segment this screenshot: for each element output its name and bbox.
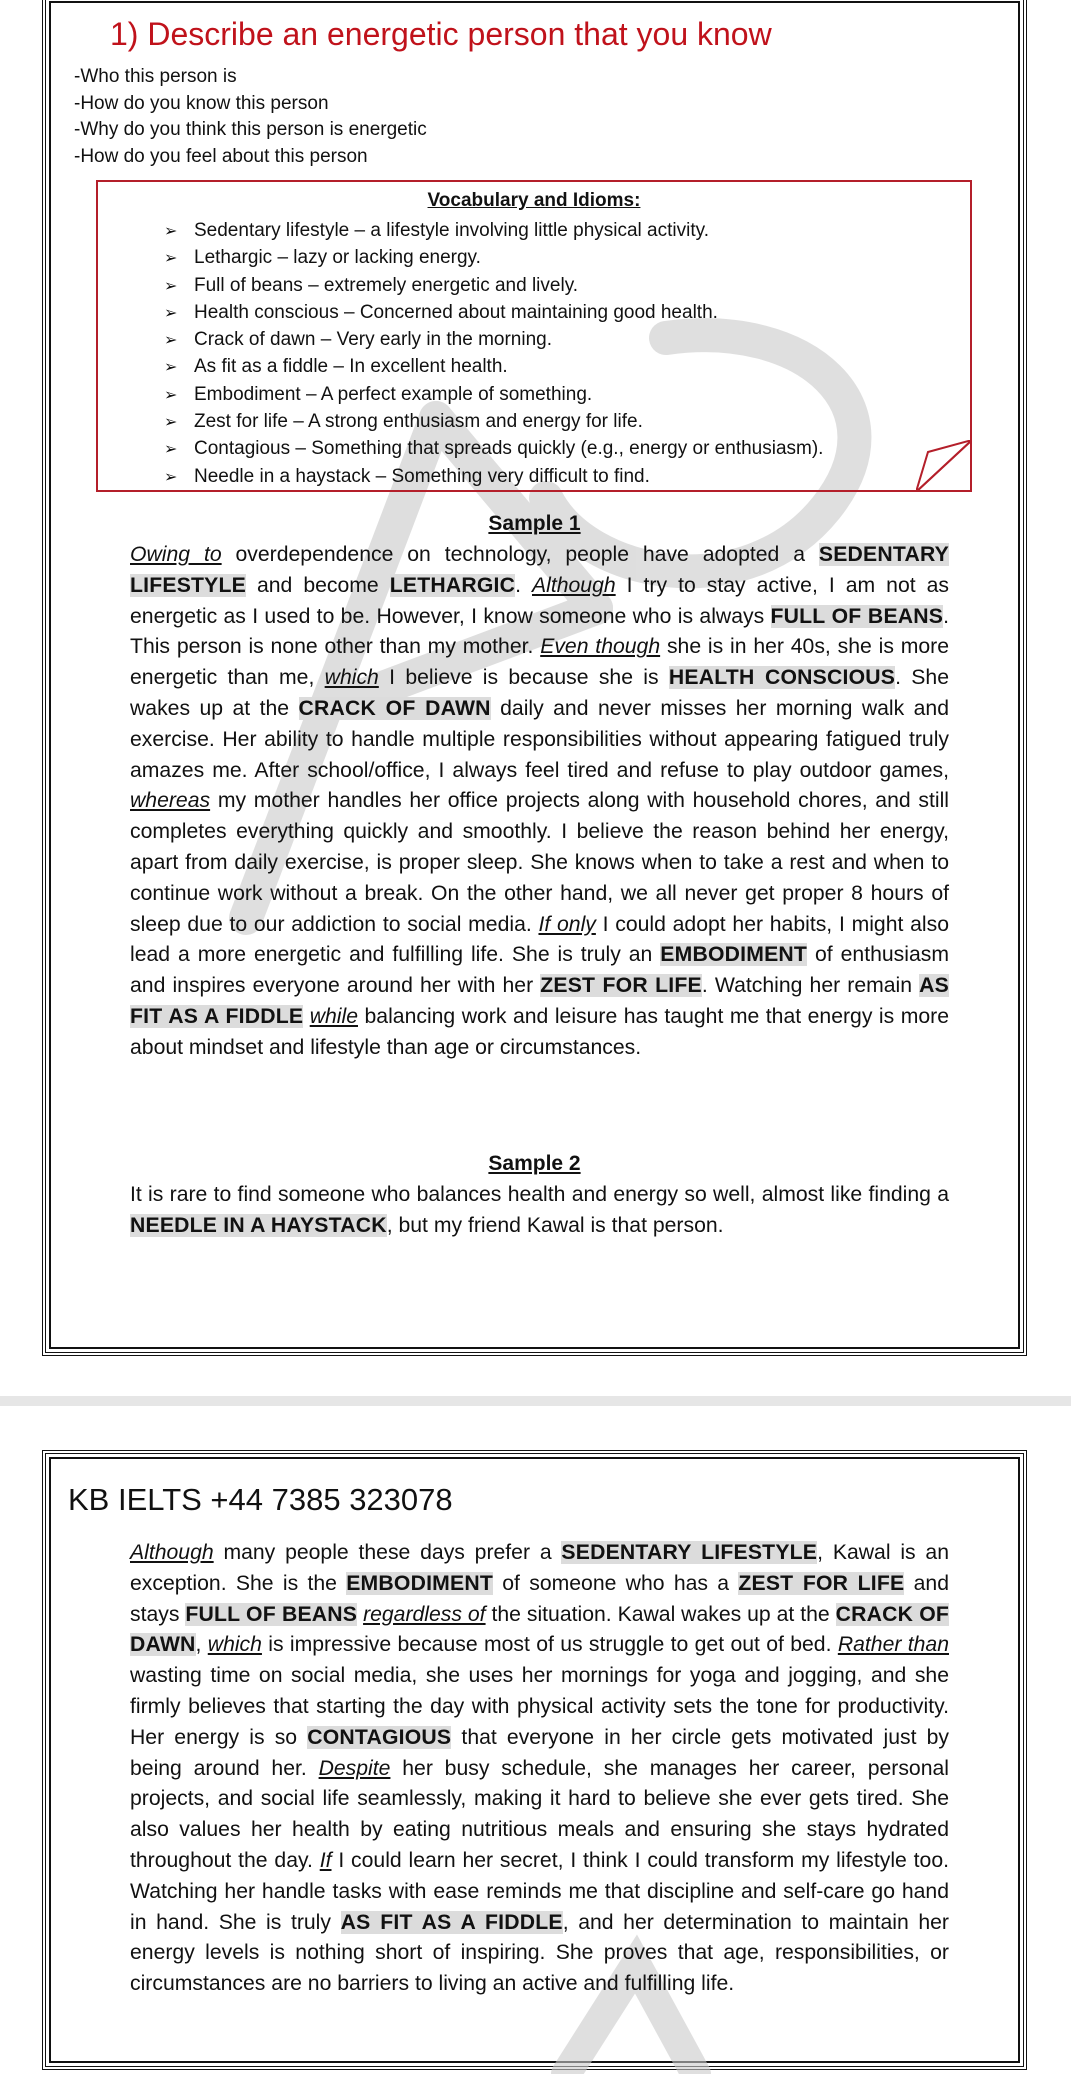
arrow-bullet-icon: ➢: [164, 250, 178, 268]
arrow-bullet-icon: ➢: [164, 359, 178, 377]
vocab-item: ➢ Embodiment – A perfect example of something.: [164, 382, 823, 409]
sample-2-paragraph: It is rare to find someone who balances health and energy so well, almost like finding a NEEDLE IN A HAYSTACK, but my friend Kawal is that person.: [130, 1183, 949, 1237]
page-fold-icon: [916, 440, 972, 492]
page-separator: [0, 1396, 1071, 1406]
vocab-item: ➢ Sedentary lifestyle – a lifestyle involving little physical activity.: [164, 218, 823, 245]
vocabulary-list: [164, 218, 823, 491]
prompt-item: -Why do you think this person is energetic: [74, 119, 427, 140]
vocab-item: ➢ Needle in a haystack – Something very difficult to find.: [164, 464, 823, 491]
prompt-item: -How do you know this person: [74, 92, 329, 114]
prompt-item: -How do you feel about this person: [74, 145, 368, 167]
sample-1-paragraph: Owing to overdependence on technology, people have adopted a SEDENTARY LIFESTYLE and become LETHARGIC. Although I try to stay active, I am not as energetic as I used to be. However, I know someone who is always FULL OF BEANS. This person is none other than my mother. Even though she is in her 40s, she is more energetic than me, which I believe is because she is HEALTH CONSCIOUS. She wakes up at the CRACK OF DAWN daily and never misses her morning walk and exercise. Her ability to handle multiple responsibilities without appearing fatigued truly amazes me. After school/office, I always feel tired and refuse to play outdoor games, whereas my mother handles her office projects along with household chores, and still completes everything quickly and smoothly. I believe the reason behind her energy, apart from daily exercise, is proper sleep. She knows when to take a rest and when to continue work without a break. On the other hand, we all never get proper 8 hours of sleep due to our addiction to social media. If only I could adopt her habits, I might also lead a more energetic and fulfilling life. She is truly an EMBODIMENT of enthusiasm and inspires everyone around her with her ZEST FOR LIFE. Watching her remain AS FIT AS A FIDDLE while balancing work and leisure has taught me that energy is more about mindset and lifestyle than age or circumstances.: [130, 543, 950, 1059]
sample-2-continued-paragraph: Although many people these days prefer a SEDENTARY LIFESTYLE, Kawal is an exception. She is the EMBODIMENT of someone who has a ZEST FOR LIFE and stays FULL OF BEANS regardless of the situation. Kawal wakes up at the CRACK OF DAWN, which is impressive because most of us struggle to get out of bed. Rather than wasting time on social media, she uses her mornings for yoga and jogging, and she firmly believes that starting the day with physical activity sets the tone for productivity. Her energy is so CONTAGIOUS that everyone in her circle gets motivated just by being around her. Despite her busy schedule, she manages her career, personal projects, and social life seamlessly, making it hard to believe she ever gets tired. She also values her health by eating nutritious meals and ensuring she stays hydrated throughout the day. If I could learn her secret, I think I could transform my lifestyle too. Watching her handle tasks with ease reminds me that discipline and self-care go hand in hand. She is truly AS FIT AS A FIDDLE, and her determination to maintain her energy levels is nothing short of inspiring. She proves that age, responsibilities, or circumstances are no barriers to living an active and fulfilling life.: [130, 1541, 950, 1996]
document-page-1: [42, 0, 1027, 1356]
arrow-bullet-icon: ➢: [164, 223, 178, 240]
sample-1-title: Sample 1: [488, 512, 581, 535]
contact-header: KB IELTS +44 7385 323078: [68, 1482, 453, 1517]
arrow-bullet-icon: ➢: [164, 414, 178, 432]
question-heading: 1) Describe an energetic person that you know: [110, 16, 772, 52]
vocab-item: ➢ As fit as a fiddle – In excellent health.: [164, 354, 823, 381]
arrow-bullet-icon: ➢: [164, 441, 178, 459]
arrow-bullet-icon: ➢: [164, 468, 178, 486]
vocab-item: ➢ Contagious – Something that spreads quickly (e.g., energy or enthusiasm).: [164, 436, 823, 463]
arrow-bullet-icon: ➢: [164, 277, 178, 295]
vocab-item: ➢ Lethargic – lazy or lacking energy.: [164, 245, 823, 272]
sample-2-title: Sample 2: [488, 1152, 581, 1175]
arrow-bullet-icon: ➢: [164, 304, 178, 322]
vocab-item: ➢ Zest for life – A strong enthusiasm and energy for life.: [164, 409, 823, 436]
document-page-2: [42, 1450, 1027, 2070]
vocabulary-box: [96, 180, 972, 492]
vocab-item: ➢ Crack of dawn – Very early in the morning.: [164, 327, 823, 354]
arrow-bullet-icon: ➢: [164, 332, 178, 350]
prompt-item: -Who this person is: [74, 66, 237, 87]
arrow-bullet-icon: ➢: [164, 386, 178, 404]
question-prompts: [74, 64, 427, 170]
vocabulary-title: Vocabulary and Idioms:: [427, 190, 641, 211]
vocab-item: ➢ Health conscious – Concerned about maintaining good health.: [164, 300, 823, 327]
vocab-item: ➢ Full of beans – extremely energetic and lively.: [164, 273, 823, 300]
